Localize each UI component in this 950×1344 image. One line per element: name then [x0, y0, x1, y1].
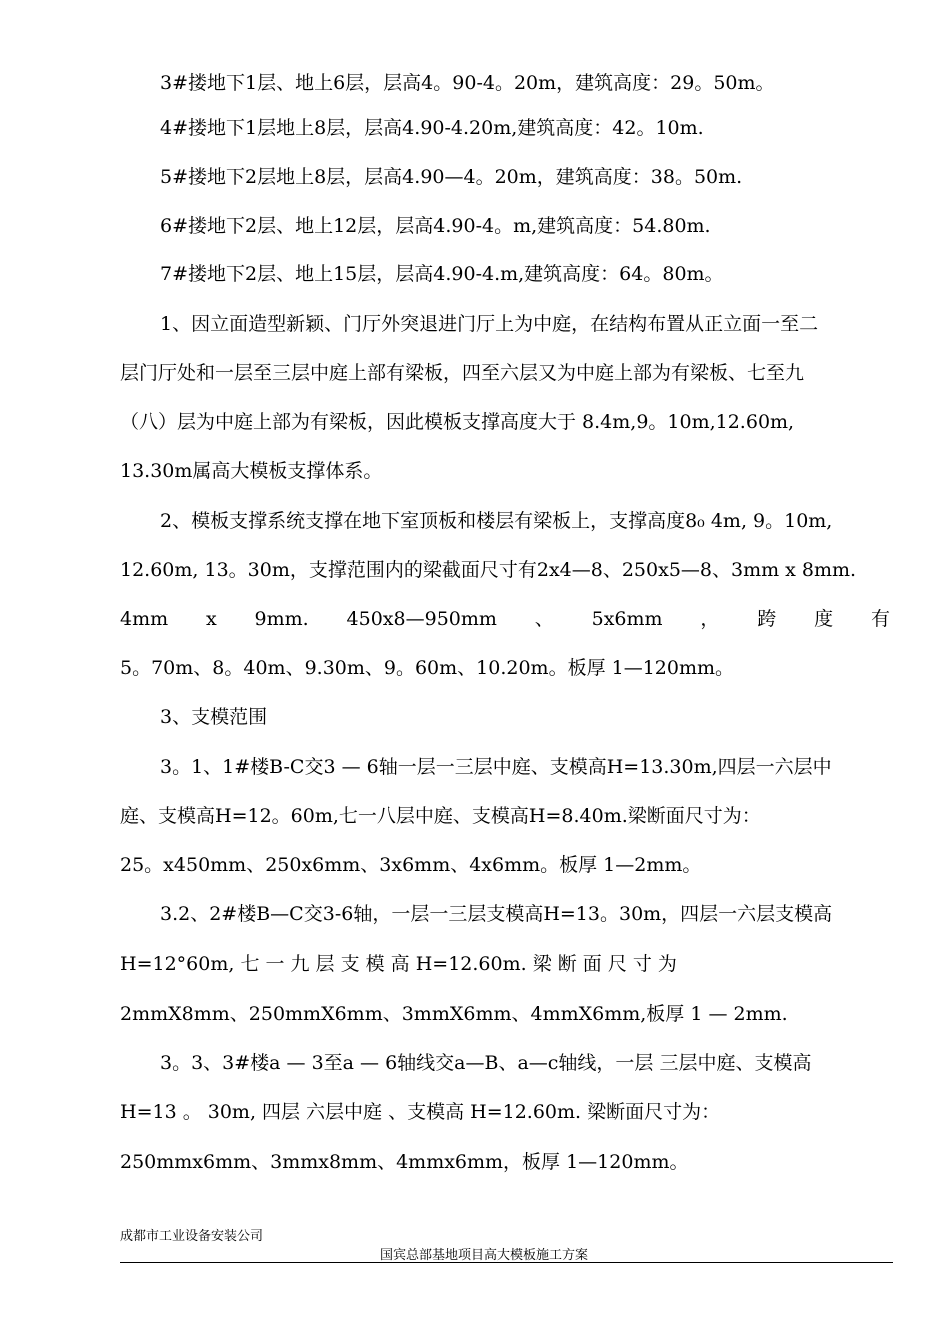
word: 9mm. — [254, 608, 309, 630]
paragraph-line: H=12°60m, 七 一 九 层 支 模 高 H=12.60m. 梁 断 面 尺 寸 为 — [120, 953, 677, 975]
paragraph-line: 7#搂地下2层、地上15层，层高4.90-4.m,建筑高度：64。80m。 — [160, 263, 724, 285]
paragraph-line: 13.30m属高大模板支撑体系。 — [120, 460, 383, 482]
justified-line — [120, 607, 890, 631]
word: 、 — [534, 608, 554, 630]
word: 有 — [870, 608, 890, 630]
paragraph-line: 6#搂地下2层、地上12层，层高4.90-4。m,建筑高度：54.80m. — [160, 215, 711, 237]
word: x — [205, 608, 217, 630]
footer-company: 成都市工业设备安装公司 — [120, 1229, 264, 1244]
word: 跨 — [757, 608, 777, 630]
word: ， — [700, 608, 720, 630]
paragraph-line: 3。1、1#楼B-C交3 — 6轴一层一三层中庭、支模高H=13.30m,四层一六层中 — [160, 756, 832, 778]
paragraph-line: 5。70m、8。40m、9.30m、9。60m、10.20m。板厚 1—120mm。 — [120, 657, 735, 679]
paragraph-line: 250mmx6mm、3mmx8mm、4mmx6mm，板厚 1—120mm。 — [120, 1151, 689, 1173]
paragraph-line: 2mmX8mm、250mmX6mm、3mmX6mm、4mmX6mm,板厚 1 — 2mm. — [120, 1003, 788, 1025]
footer-title: 国宾总部基地项目高大模板施工方案 — [380, 1248, 589, 1263]
paragraph-line: 庭、支模高H=12。60m,七一八层中庭、支模高H=8.40m.梁断面尺寸为： — [120, 805, 761, 827]
paragraph-line: 1、因立面造型新颖、门厅外突退进门厅上为中庭，在结构布置从正立面一至二 — [160, 313, 819, 335]
paragraph-line: 层门厅处和一层至三层中庭上部有梁板，四至六层又为中庭上部为有梁板、七至九 — [120, 362, 805, 384]
word: 度 — [814, 608, 834, 630]
paragraph-line: 12.60m, 13。30m，支撑范围内的梁截面尺寸有2x4—8、250x5—8、3mm x 8mm. — [120, 559, 857, 581]
paragraph-line: 4#搂地下1层地上8层，层高4.90-4.20m,建筑高度：42。10m. — [160, 117, 704, 139]
paragraph-line: 3#搂地下1层、地上6层，层高4。90-4。20m，建筑高度：29。50m。 — [160, 72, 775, 94]
footer-divider — [120, 1262, 893, 1263]
word: 4mm — [120, 608, 169, 630]
paragraph-line: （八）层为中庭上部为有梁板，因此模板支撑高度大于 8.4m,9。10m,12.60m, — [120, 411, 795, 433]
word: 450x8—950mm — [346, 608, 497, 630]
section-heading: 3、支模范围 — [160, 706, 268, 728]
paragraph-line: 3.2、2#楼B—C交3-6轴，一层一三层支模高H=13。30m，四层一六层支模高 — [160, 903, 833, 925]
paragraph-line: 3。3、3#楼a — 3至a — 6轴线交a—B、a—c轴线，一层 三层中庭、支模高 — [160, 1052, 812, 1074]
word: 5x6mm — [591, 608, 663, 630]
paragraph-line: H=13 。 30m, 四层 六层中庭 、支模高 H=12.60m. 梁断面尺寸为： — [120, 1101, 721, 1123]
paragraph-line: 5#搂地下2层地上8层，层高4.90—4。20m，建筑高度：38。50m. — [160, 166, 743, 188]
paragraph-line: 2、模板支撑系统支撑在地下室顶板和楼层有梁板上，支撑高度8₀ 4m, 9。10m, — [160, 510, 833, 532]
paragraph-line: 25。x450mm、250x6mm、3x6mm、4x6mm。板厚 1—2mm。 — [120, 854, 702, 876]
